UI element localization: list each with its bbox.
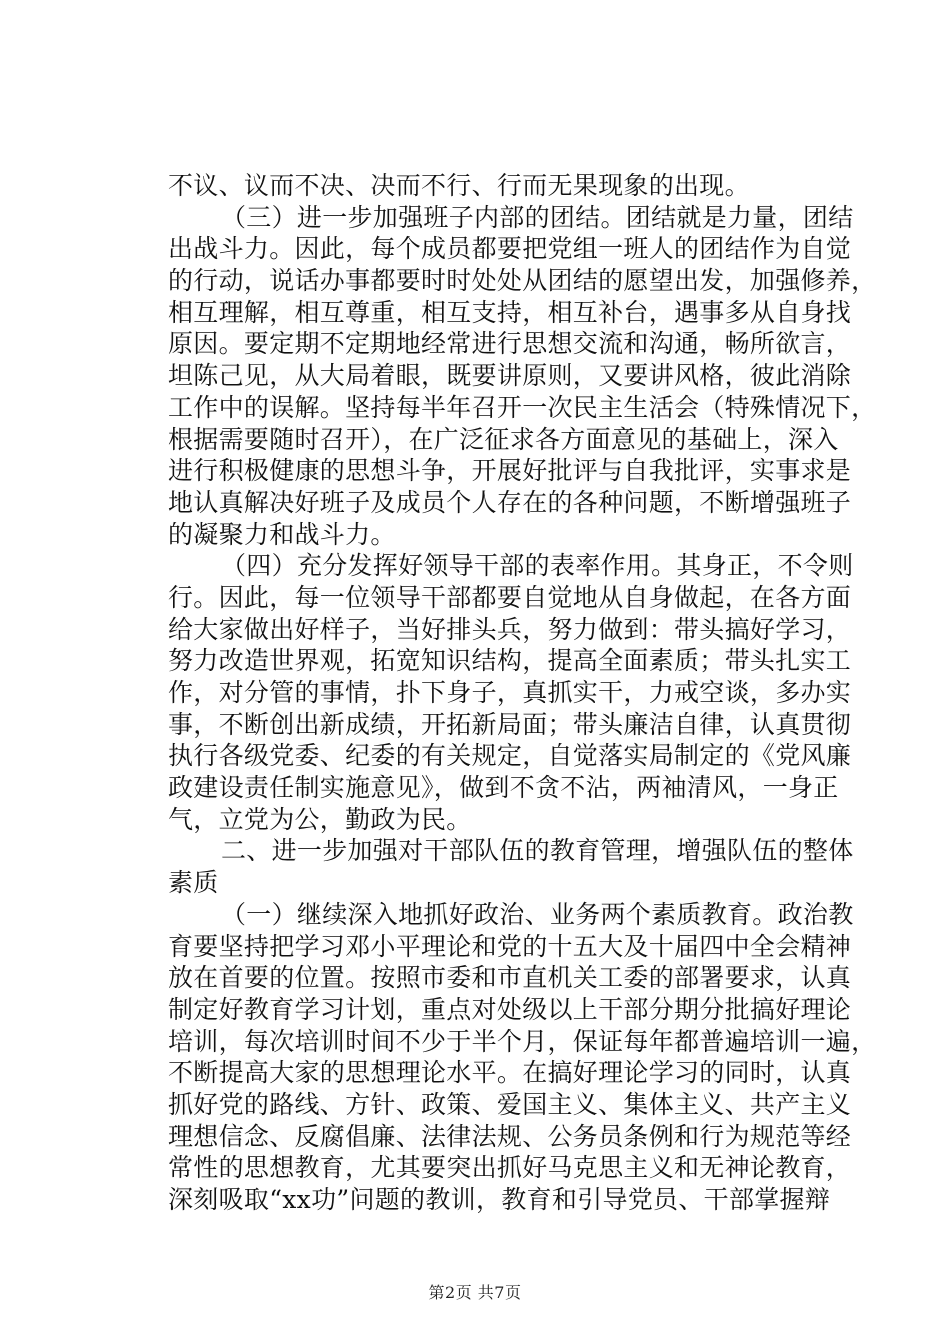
text-line: 培训，每次培训时间不少于半个月，保证每年都普遍培训一遍， [168, 1026, 877, 1056]
text-line: 不议、议而不决、决而不行、行而无果现象的出现。 [168, 171, 750, 200]
text-line: 坦陈己见，从大局着眼，既要讲原则，又要讲风格，彼此消除 [168, 361, 852, 391]
text-line: 放在首要的位置。按照市委和市直机关工委的部署要求，认真 [168, 963, 852, 993]
text-line: 育要坚持把学习邓小平理论和党的十五大及十届四中全会精神 [168, 931, 852, 961]
text-line: 理想信念、反腐倡廉、法律法规、公务员条例和行为规范等经 [168, 1121, 852, 1151]
text-line: （三）进一步加强班子内部的团结。团结就是力量，团结 [221, 202, 854, 232]
text-line: 给大家做出好样子，当好排头兵，努力做到：带头搞好学习， [168, 614, 852, 644]
text-line: 气，立党为公，勤政为民。 [168, 804, 472, 834]
text-line: 二、进一步加强对干部队伍的教育管理，增强队伍的整体 [221, 836, 854, 866]
text-line: 不断提高大家的思想理论水平。在搞好理论学习的同时，认真 [168, 1058, 852, 1088]
text-line: （一）继续深入地抓好政治、业务两个素质教育。政治教 [221, 899, 854, 929]
text-line: 工作中的误解。坚持每半年召开一次民主生活会（特殊情况下， [168, 392, 877, 422]
text-line: 的行动，说话办事都要时时处处从团结的愿望出发，加强修养， [168, 266, 877, 296]
text-line: 出战斗力。因此，每个成员都要把党组一班人的团结作为自觉 [168, 234, 852, 264]
text-line: 进行积极健康的思想斗争，开展好批评与自我批评，实事求是 [168, 456, 852, 486]
text-line: 作，对分管的事情，扑下身子，真抓实干，力戒空谈，多办实 [168, 678, 852, 707]
text-line: 素质 [168, 868, 219, 898]
text-line: 常性的思想教育，尤其要突出抓好马克思主义和无神论教育， [168, 1153, 852, 1183]
text-line: 行。因此，每一位领导干部都要自觉地从自身做起，在各方面 [168, 582, 852, 612]
text-line: 原因。要定期不定期地经常进行思想交流和沟通，畅所欲言， [168, 329, 852, 359]
text-line: 深刻吸取“xx功”问题的教训，教育和引导党员、干部掌握辩 [168, 1185, 831, 1214]
text-line: 政建设责任制实施意见》，做到不贪不沾，两袖清风，一身正 [168, 773, 839, 803]
text-line: 相互理解，相互尊重，相互支持，相互补台，遇事多从自身找 [168, 297, 852, 327]
text-line: 努力改造世界观，拓宽知识结构，提高全面素质；带头扎实工 [168, 646, 852, 676]
text-line: 地认真解决好班子及成员个人存在的各种问题，不断增强班子 [168, 487, 852, 517]
text-line: 抓好党的路线、方针、政策、爱国主义、集体主义、共产主义 [168, 1089, 852, 1119]
text-line: 事，不断创出新成绩，开拓新局面；带头廉洁自律，认真贯彻 [168, 709, 852, 739]
text-line: 根据需要随时召开），在广泛征求各方面意见的基础上，深入 [168, 424, 839, 454]
page-footer: 第2页 共7页 [428, 1283, 522, 1302]
document-body [168, 170, 877, 1216]
text-line: 制定好教育学习计划，重点对处级以上干部分期分批搞好理论 [168, 994, 852, 1024]
text-line: 的凝聚力和战斗力。 [168, 519, 396, 549]
text-line: （四）充分发挥好领导干部的表率作用。其身正，不令则 [221, 551, 854, 581]
text-line: 执行各级党委、纪委的有关规定，自觉落实局制定的《党风廉 [168, 741, 852, 771]
